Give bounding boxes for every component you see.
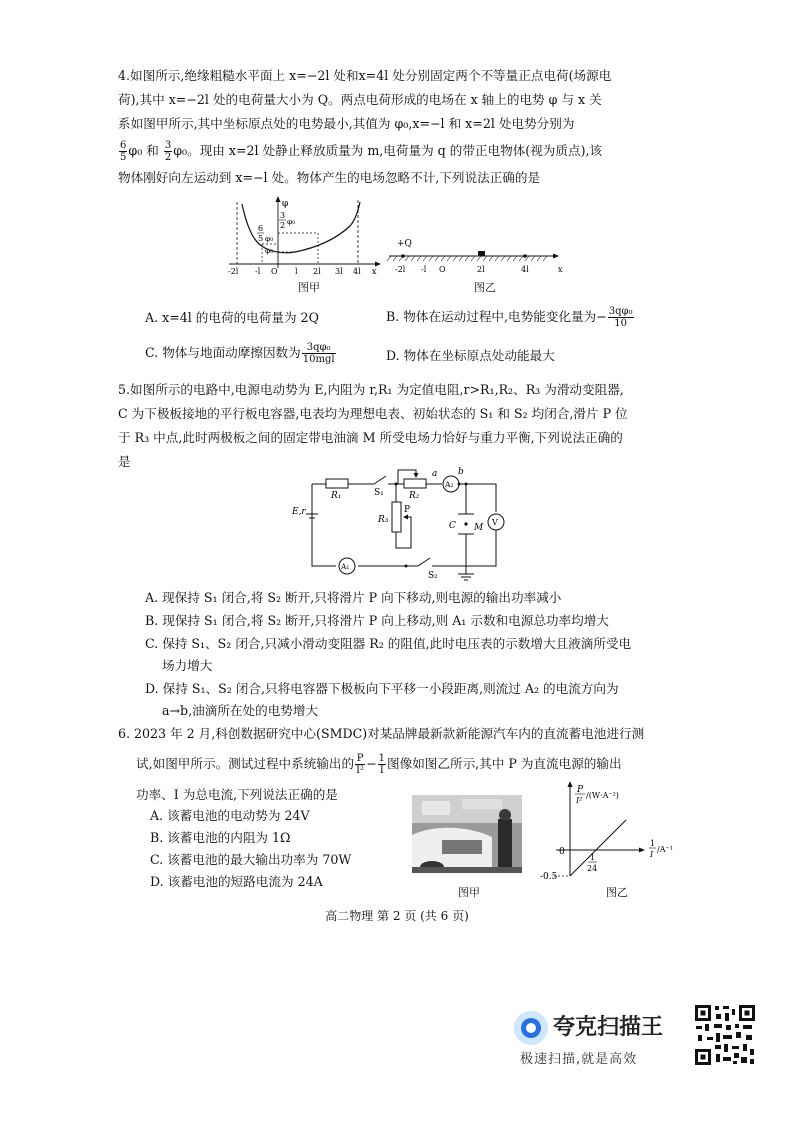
svg-text:2l: 2l xyxy=(477,265,485,274)
svg-text:x: x xyxy=(558,265,563,274)
svg-text:I²: I² xyxy=(576,796,583,805)
q6-option-c: C. 该蓄电池的最大输出功率为 70W xyxy=(150,852,352,867)
q6-option-a: A. 该蓄电池的电动势为 24V xyxy=(150,808,310,823)
svg-text:l: l xyxy=(295,267,298,276)
fraction-3-2: $\frac{3}{2}$ xyxy=(164,140,172,163)
svg-text:+Q: +Q xyxy=(397,239,412,249)
svg-text:M: M xyxy=(474,523,484,533)
svg-text:P: P xyxy=(577,785,584,795)
q5-line1: 5.如图所示的电路中,电源电动势为 E,内阻为 r,R₁ 为定值电阻,r>R₁,R₂、R₃ 为滑动变阻器, xyxy=(118,382,624,397)
q4-figure-yi xyxy=(385,236,575,278)
svg-text:/A⁻¹: /A⁻¹ xyxy=(657,845,673,854)
svg-text:R₁: R₁ xyxy=(331,491,342,501)
svg-text:I: I xyxy=(650,850,654,859)
q5-option-c-line1: C. 保持 S₁、S₂ 闭合,只减小滑动变阻器 R₂ 的阻值,此时电压表的示数增大且液滴所受电 xyxy=(145,636,632,651)
q6-test-photo xyxy=(412,795,522,873)
q4-fig-yi-caption: 图乙 xyxy=(474,281,496,294)
q6-line1: 6. 2023 年 2 月,科创数据研究中心(SMDC)对某品牌最新款新能源汽车内的直流蓄电池进行测 xyxy=(118,726,645,741)
svg-text:A₁: A₁ xyxy=(341,562,350,571)
svg-text:A₂: A₂ xyxy=(445,480,454,489)
q4-option-d: D. 物体在坐标原点处动能最大 xyxy=(386,348,555,363)
svg-text:S₁: S₁ xyxy=(374,488,384,498)
q4-figure-jia xyxy=(225,196,385,278)
q4-option-a: A. x=4l 的电荷的电荷量为 2Q xyxy=(145,310,319,325)
q4-line3: 系如图甲所示,其中坐标原点处的电势最小,其值为 φ₀,x=−l 和 x=2l 处电势分别为 xyxy=(118,116,575,131)
q5-circuit-diagram xyxy=(286,462,526,584)
svg-text:1: 1 xyxy=(650,839,656,848)
svg-text:3l: 3l xyxy=(335,267,343,276)
svg-text:φ₀: φ₀ xyxy=(265,246,274,255)
q5-line4: 是 xyxy=(118,454,131,469)
phi-axis-label: φ xyxy=(282,199,289,209)
svg-text:4l: 4l xyxy=(521,265,529,274)
q5-option-d-line2: a→b,油滴所在处的电势增大 xyxy=(162,703,319,718)
q4-fig-jia-caption: 图甲 xyxy=(298,281,320,294)
page-footer: 高二物理 第 2 页 (共 6 页) xyxy=(325,909,469,923)
question-5 xyxy=(118,378,680,474)
q5-option-a: A. 现保持 S₁ 闭合,将 S₂ 断开,只将滑片 P 向下移动,则电源的输出功率减小 xyxy=(145,590,562,605)
q6-photo-caption: 图甲 xyxy=(458,886,480,899)
svg-text:φ₀: φ₀ xyxy=(287,217,296,226)
q4-option-b: B. 物体在运动过程中,电势能变化量为− $\frac{\text{3qφ₀}}{10}$ xyxy=(386,306,633,329)
scanner-logo-icon xyxy=(514,1011,548,1045)
watermark-name: 夸克扫描王 xyxy=(553,1015,664,1040)
svg-text:1: 1 xyxy=(590,853,596,862)
q6-option-d: D. 该蓄电池的短路电流为 24A xyxy=(150,874,323,889)
q6-line2: 试,如图甲所示。测试过程中系统输出的 $\frac{P}{\text{I²}}$ − $\frac{1}{I}$ 图像如图乙所示,其中 P 为直流电源的输出 xyxy=(136,753,622,776)
svg-text:φ₀: φ₀ xyxy=(265,234,274,243)
svg-text:5: 5 xyxy=(258,234,264,243)
svg-text:/(W·A⁻²): /(W·A⁻²) xyxy=(586,791,619,800)
q6-option-b: B. 该蓄电池的内阻为 1Ω xyxy=(150,830,291,845)
svg-text:E,r: E,r xyxy=(292,507,306,517)
svg-text:S₂: S₂ xyxy=(428,571,438,581)
q5-option-d-line1: D. 保持 S₁、S₂ 闭合,只将电容器下极板向下平移一小段距离,则流过 A₂ 的电流方向为 xyxy=(145,681,619,696)
graph-data-line xyxy=(570,820,626,876)
svg-text:V: V xyxy=(492,518,498,527)
q6-line3: 功率、I 为总电流,下列说法正确的是 xyxy=(136,787,338,802)
svg-text:24: 24 xyxy=(587,864,598,873)
svg-text:O: O xyxy=(439,265,446,274)
svg-text:R₂: R₂ xyxy=(409,491,420,501)
svg-text:4l: 4l xyxy=(353,267,361,276)
question-4 xyxy=(118,64,680,190)
svg-text:C: C xyxy=(449,521,456,531)
svg-text:-l: -l xyxy=(255,267,261,276)
q5-line2: C 为下极板接地的平行板电容器,电表均为理想电表、初始状态的 S₁ 和 S₂ 均闭合,滑片 P 位 xyxy=(118,406,628,421)
svg-text:2: 2 xyxy=(280,221,286,230)
svg-text:0: 0 xyxy=(559,847,565,857)
svg-text:6: 6 xyxy=(258,224,264,233)
svg-text:b: b xyxy=(458,467,464,477)
svg-text:x: x xyxy=(372,267,377,276)
svg-text:-2l: -2l xyxy=(228,267,239,276)
svg-text:O: O xyxy=(271,267,278,276)
svg-text:2l: 2l xyxy=(313,267,321,276)
q4-line5: 物体刚好向左运动到 x=−l 处。物体产生的电场忽略不计,下列说法正确的是 xyxy=(118,170,541,185)
fraction-6-5: $\frac{6}{5}$ xyxy=(120,140,127,163)
q4-line2: 荷),其中 x=−2l 处的电荷量大小为 Q。两点电荷形成的电场在 x 轴上的电势 φ 与 x 关 xyxy=(118,92,602,107)
q6-graph-caption: 图乙 xyxy=(606,886,628,899)
q6-graph xyxy=(530,780,680,880)
q5-option-c-line2: 场力增大 xyxy=(162,658,213,673)
svg-text:R₃: R₃ xyxy=(378,515,389,525)
q4-option-c: C. 物体与地面动摩擦因数为 $\frac{\text{3qφ₀}}{\text{10mgl}}$ xyxy=(145,342,335,365)
watermark-slogan: 极速扫描,就是高效 xyxy=(520,1052,638,1067)
qr-code-icon xyxy=(694,1004,756,1066)
svg-text:-0.5: -0.5 xyxy=(540,872,558,880)
q4-line1: 4.如图所示,绝缘粗糙水平面上 x=−2l 处和x=4l 处分别固定两个不等量正点电荷(场源电 xyxy=(118,68,612,83)
small-object xyxy=(478,251,485,256)
svg-text:a: a xyxy=(432,469,438,479)
q5-line3: 于 R₃ 中点,此时两极板之间的固定带电油滴 M 所受电场力恰好与重力平衡,下列说法正确的 xyxy=(118,430,623,445)
svg-text:-l: -l xyxy=(421,265,427,274)
svg-text:P: P xyxy=(404,505,411,515)
q5-option-b: B. 现保持 S₁ 闭合,将 S₂ 断开,只将滑片 P 向上移动,则 A₁ 示数和电源总功率均增大 xyxy=(145,613,609,628)
svg-text:3: 3 xyxy=(280,211,286,220)
svg-text:-2l: -2l xyxy=(395,265,406,274)
q4-line4: $\frac{6}{5}$ φ₀ 和 $\frac{3}{2}$ φ₀。现由 x=2l 处静止释放质量为 m,电荷量为 q 的带正电物体(视为质点),该 xyxy=(120,140,603,163)
